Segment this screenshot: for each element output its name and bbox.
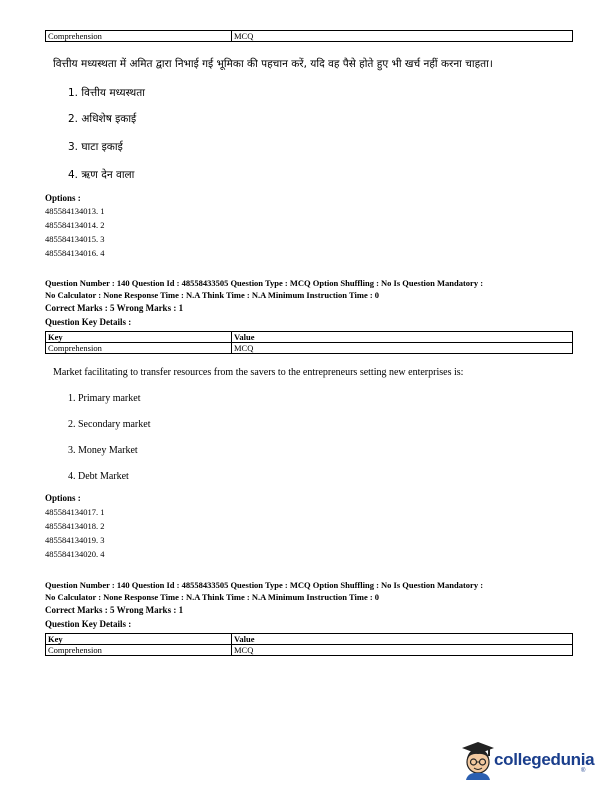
question-key-table [45, 331, 573, 354]
key-details-label: Question Key Details : [45, 619, 132, 629]
table-cell-value: MCQ [232, 31, 573, 42]
question-meta-line: Question Number : 140 Question Id : 48558433505 Question Type : MCQ Option Shuffling : No Is Question Mandatory : [45, 278, 484, 288]
option-item: 1. वित्तीय मध्यस्थता [68, 87, 145, 99]
table-header-value: Value [232, 634, 573, 645]
option-item: 2. Secondary market [68, 419, 151, 430]
options-label: Options : [45, 493, 81, 503]
option-id: 485584134019. 3 [45, 535, 105, 545]
logo-registered-mark: ® [581, 768, 586, 774]
option-item: 4. Debt Market [68, 471, 129, 482]
table-cell-value: MCQ [232, 645, 573, 656]
question-meta [45, 277, 575, 301]
table-row [46, 31, 573, 42]
table-header-row [46, 634, 573, 645]
logo-text: collegedunia [494, 750, 595, 769]
table-header-value: Value [232, 332, 573, 343]
option-id: 485584134017. 1 [45, 507, 105, 517]
option-item: 2. अधिशेष इकाई [68, 113, 137, 125]
marks-line: Correct Marks : 5 Wrong Marks : 1 [45, 303, 184, 313]
option-item: 3. Money Market [68, 445, 138, 456]
table-header-key: Key [46, 634, 232, 645]
table-row [46, 343, 573, 354]
option-id: 485584134014. 2 [45, 220, 105, 230]
question-meta-line: No Calculator : None Response Time : N.A Think Time : N.A Minimum Instruction Time : 0 [45, 290, 380, 300]
question-text: Market facilitating to transfer resources from the savers to the entrepreneurs setting new enterprises is: [53, 367, 464, 378]
option-item: 3. घाटा इकाई [68, 141, 123, 153]
option-id: 485584134015. 3 [45, 234, 105, 244]
table-header-key: Key [46, 332, 232, 343]
table-cell-key: Comprehension [46, 645, 232, 656]
marks-line: Correct Marks : 5 Wrong Marks : 1 [45, 605, 184, 615]
table-cell-value: MCQ [232, 343, 573, 354]
table-row [46, 645, 573, 656]
table-cell-key: Comprehension [46, 31, 232, 42]
option-id: 485584134013. 1 [45, 206, 105, 216]
options-label: Options : [45, 193, 81, 203]
question-meta [45, 579, 575, 603]
option-item: 1. Primary market [68, 393, 141, 404]
table-header-row [46, 332, 573, 343]
option-item: 4. ऋण देन वाला [68, 169, 135, 181]
question-key-table [45, 633, 573, 656]
question-text: वित्तीय मध्यस्थता में अमित द्वारा निभाई गई भूमिका की पहचान करें, यदि वह पैसे होते हुए भी खर्च नहीं करना चाहता। [53, 58, 493, 70]
question-meta-line: Question Number : 140 Question Id : 48558433505 Question Type : MCQ Option Shuffling : No Is Question Mandatory : [45, 580, 484, 590]
option-id: 485584134016. 4 [45, 248, 105, 258]
table-cell-key: Comprehension [46, 343, 232, 354]
option-id: 485584134018. 2 [45, 521, 105, 531]
option-id: 485584134020. 4 [45, 549, 105, 559]
key-details-label: Question Key Details : [45, 317, 132, 327]
question-meta-line: No Calculator : None Response Time : N.A Think Time : N.A Minimum Instruction Time : 0 [45, 592, 380, 602]
question-key-table [45, 30, 573, 42]
